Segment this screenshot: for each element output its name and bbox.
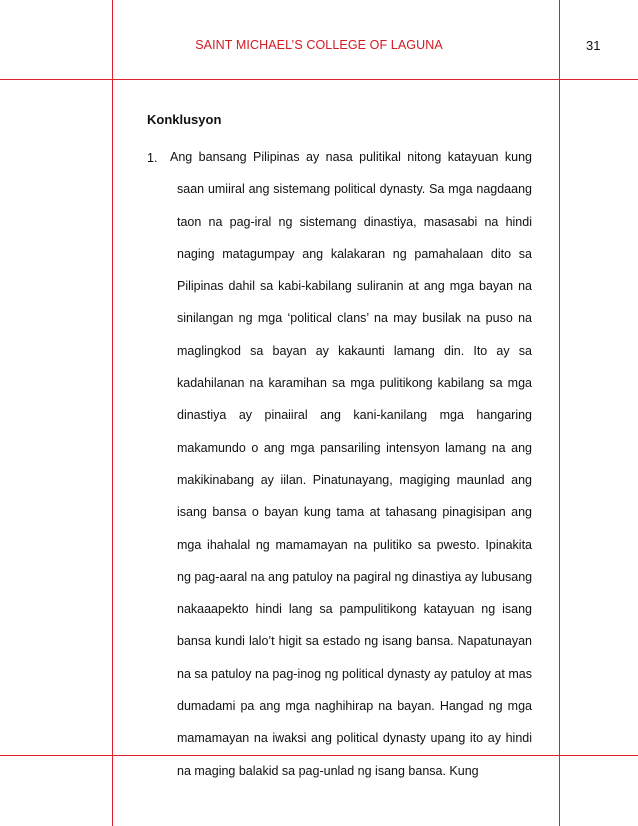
paragraph-line: saan umiiral ang sistemang political dynasty. Sa mga nagdaang (177, 182, 532, 197)
paragraph-line: sinilangan ng mga ‘political clans’ na may busilak na puso na (177, 311, 532, 326)
paragraph-line: kadahilanan na karamihan sa mga pulitikong kabilang sa mga (177, 376, 532, 391)
paragraph-line: mga ihahalal ng mamamayan na pulitiko sa pwesto. Ipinakita (177, 537, 532, 552)
conclusion-paragraph (170, 141, 533, 787)
list-item-number: 1. (147, 151, 158, 165)
paragraph-line: na sa patuloy na pag-inog ng political dynasty ay patuloy at mas (177, 666, 532, 681)
page-number: 31 (586, 38, 601, 53)
section-heading: Konklusyon (147, 112, 222, 127)
college-header: SAINT MICHAEL’S COLLEGE OF LAGUNA (195, 38, 443, 52)
paragraph-line: naging matagumpay ang kalakaran ng pamahalaan dito sa (177, 246, 532, 261)
paragraph-line: maglingkod sa bayan ay kakaunti lamang din. Ito ay sa (177, 343, 532, 358)
paragraph-line: ng pag-aaral na ang patuloy na pagiral ng dinastiya ay lubusang (177, 569, 533, 584)
left-margin-line (112, 0, 113, 826)
header-line (0, 79, 638, 80)
paragraph-line: na maging balakid sa pag-unlad ng isang bansa. Kung (177, 763, 479, 778)
paragraph-line: dumadami pa ang mga naghihirap na bayan. Hangad ng mga (177, 699, 532, 714)
right-margin-line (559, 0, 560, 826)
paragraph-line: taon na pag-iral ng sistemang dinastiya, masasabi na hindi (177, 214, 532, 229)
paragraph-line: makamundo o ang mga pansariling intensyon lamang na ang (177, 440, 532, 455)
paragraph-line: dinastiya ay pinaiiral ang kani-kanilang mga hangaring (177, 408, 532, 423)
paragraph-line: bansa kundi lalo’t higit sa estado ng isang bansa. Napatunayan (177, 634, 532, 649)
paragraph-line: makikinabang ay iilan. Pinatunayang, magiging maunlad ang (177, 472, 532, 487)
paragraph-line: mamamayan na iwaksi ang political dynasty upang ito ay hindi (177, 731, 532, 746)
paragraph-line: Pilipinas dahil sa kabi-kabilang suliranin at ang mga bayan na (177, 279, 532, 294)
paragraph-line: Ang bansang Pilipinas ay nasa pulitikal nitong katayuan kung (170, 150, 532, 164)
paragraph-line: isang bansa o bayan kung tama at tahasang pinagisipan ang (177, 505, 532, 520)
paragraph-line: nakaaapekto hindi lang sa pampulitikong katayuan ng isang (177, 602, 532, 617)
